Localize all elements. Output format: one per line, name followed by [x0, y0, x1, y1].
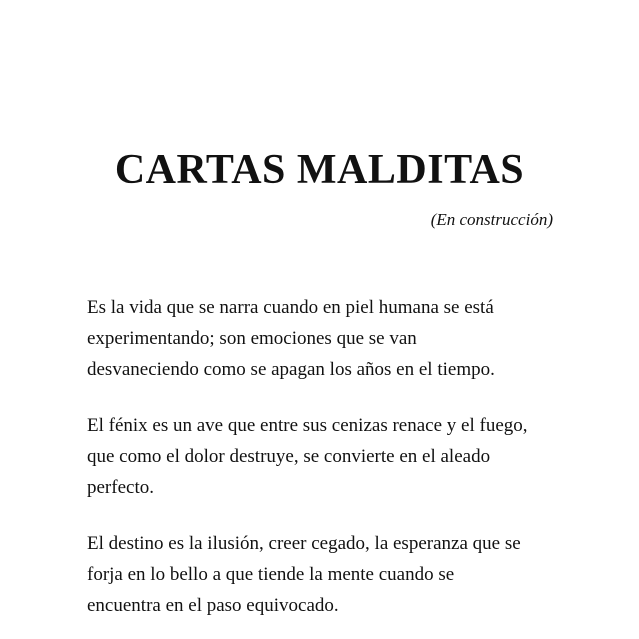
paragraph-line: que como el dolor destruye, se convierte en el aleado — [87, 446, 491, 467]
paragraph-line: experimentando; son emociones que se van — [87, 328, 417, 349]
paragraph-line: El destino es la ilusión, creer cegado, la esperanza que se — [87, 533, 521, 554]
paragraph-1 — [87, 292, 567, 385]
paragraph-line: forja en lo bello a que tiende la mente cuando se — [87, 564, 455, 585]
paragraph-2 — [87, 410, 567, 503]
paragraph-line: El fénix es un ave que entre sus cenizas renace y el fuego, — [87, 415, 528, 436]
paragraph-line: Es la vida que se narra cuando en piel humana se está — [87, 297, 494, 318]
paragraph-line: perfecto. — [87, 477, 154, 498]
document-subtitle: (En construcción) — [430, 210, 553, 229]
paragraph-line: encuentra en el paso equivocado. — [87, 595, 339, 616]
paragraph-line: desvaneciendo como se apagan los años en el tiempo. — [87, 359, 495, 380]
paragraph-3 — [87, 528, 567, 621]
document-title: CARTAS MALDITAS — [114, 147, 525, 193]
